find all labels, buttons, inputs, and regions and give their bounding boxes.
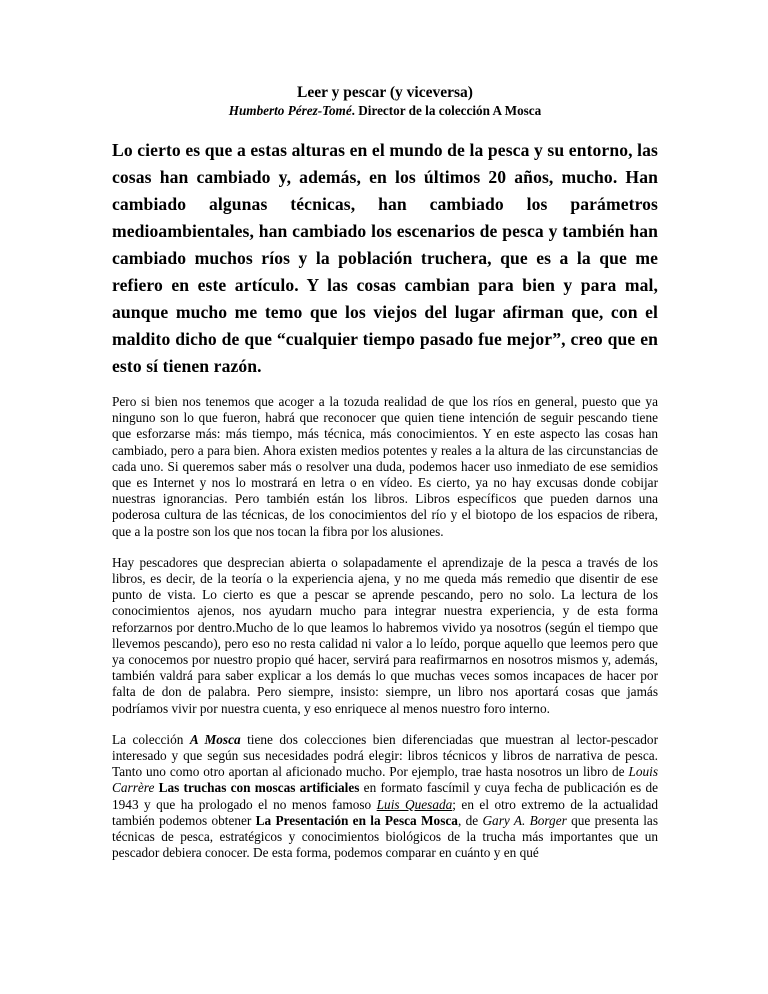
p3-text-7: que presenta las técnicas de pesca, estratégicos y conocimientos biológicos de la trucha más importantes que un pescador debiera conocer. De esta forma, podemos comparar en cuánto y en qué	[112, 812, 658, 861]
p3-text-2: tiene dos colecciones bien diferenciadas que muestran al lector-pescador interesado y que según sus necesidades podrá elegir: libros técnicos y libros de narrativa de pesca. Tanto uno como otro aportan al aficionado mucho. Por ejemplo, trae hasta nosotros un libro de	[112, 731, 659, 780]
byline-role: . Director de la colección A Mosca	[351, 103, 542, 118]
p3-text-5: ; en el otro extremo de la actualidad también podemos obtener	[112, 796, 659, 828]
book-title-1: Las truchas con moscas artificiales	[158, 780, 360, 796]
p3-text-4: en formato fascímil y cuya fecha de publicación es de 1943 y que ha prologado el no menos famoso	[112, 780, 658, 812]
lead-paragraph: Lo cierto es que a estas alturas en el mundo de la pesca y su entorno, las cosas han cambiado y, además, en los últimos 20 años, mucho. Han cambiado algunas técnicas, han cambiado los parámetros medioambientales, han cambiado los escenarios de pesca y también han cambiado muchos ríos y la población truchera, que es a la que me refiero en este artículo. Y las cosas cambian para bien y para mal, aunque mucho me temo que los viejos del lugar afirman que, con el maldito dicho de que “cualquier tiempo pasado fue mejor”, creo que en esto sí tienen razón.	[112, 140, 658, 376]
body-paragraph-2: Hay pescadores que desprecian abierta o solapadamente el aprendizaje de la pesca a través de los libros, es decir, de la teoría o la experiencia ajena, y no me queda más remedio que disentir de ese punto de vista. Lo cierto es que a pescar se aprende pescando, pero no solo. La lectura de los conocimientos ajenos, nos ayudarn mucho para integrar nuestra experiencia, y de esta forma reforzarnos por dentro.Mucho de lo que leamos lo habremos vivido ya nosotros (según el tiempo que llevemos pescando), pero eso no resta calidad ni valor a lo leído, porque aquello que leemos pero que ya conocemos por nuestro propio qué hacer, servirá para reafirmarnos en nosotros mismos y, además, también valdrá para saber explicar a los demás lo que muchas veces somos incapaces de hacer por falta de don de palabra. Pero siempre, insisto: siempre, un libro nos aportará cosas que jamás podríamos vivir por nuestra cuenta, y eso enriquece al menos nuestro foro interno.	[112, 554, 658, 716]
byline	[112, 102, 658, 119]
article-title: Leer y pescar (y viceversa)	[297, 84, 473, 101]
p3-text-1: La colección	[112, 731, 190, 747]
book-title-2: La Presentación en la Pesca Mosca	[255, 812, 458, 828]
collection-name: A Mosca	[189, 731, 241, 747]
byline-author: Humberto Pérez-Tomé	[228, 103, 352, 118]
body-paragraph-1: Pero si bien nos tenemos que acoger a la tozuda realidad de que los ríos en general, puesto que ya ninguno son lo que fueron, habrá que reconocer que quien tiene intención de seguir pescando tiene que esforzarse más: más tiempo, más técnica, más conocimientos. Y en este aspecto las cosas han cambiado, pero a para bien. Ahora existen medios potentes y reales a la altura de las circunstancias de cada uno. Si queremos saber más o resolver una duda, podemos hacer uso inmediato de ese semidios que es Internet y nos lo mostrará en letra o en vídeo. Es cierto, ya no hay excusas donde cobijar nuestras ignorancias. Pero también están los libros. Libros específicos que pueden darnos una poderosa cultura de las técnicas, de los conocimientos del río y el biotopo de los espacios de ribera, que a la postre son los que nos tocan la fibra por los alusiones.	[112, 394, 658, 539]
author-name-quesada: Luis Quesada	[376, 796, 453, 812]
document-page	[112, 84, 658, 861]
p3-text-6: , de	[457, 812, 483, 828]
body-paragraph-3	[112, 732, 658, 862]
author-name-borger: Gary A. Borger	[482, 812, 567, 828]
author-name-carrere: Louis Carrère	[112, 764, 658, 796]
